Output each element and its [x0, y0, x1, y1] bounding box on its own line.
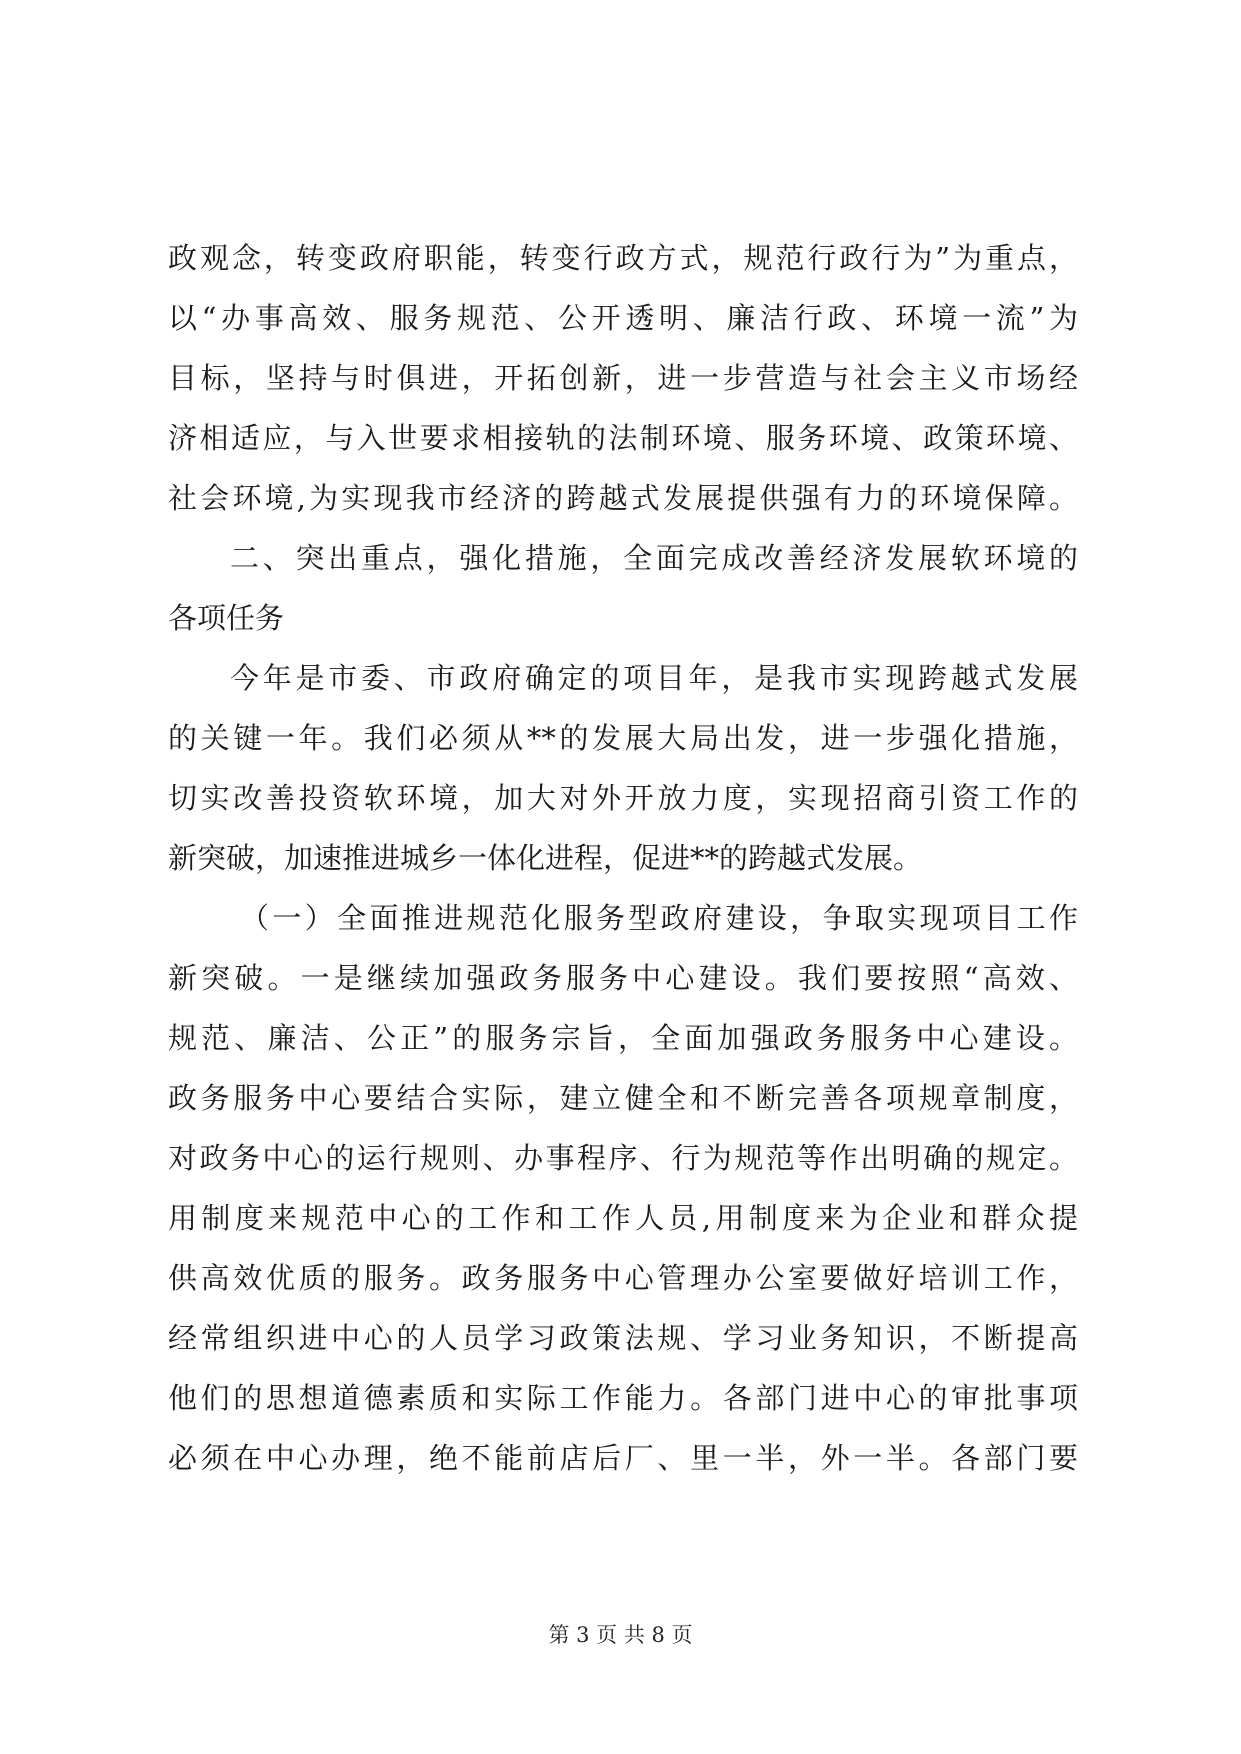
text-line: 新突破。一是继续加强政务服务中心建设。我们要按照“高效、	[168, 961, 1078, 995]
text-line: 供高效优质的服务。政务服务中心管理办公室要做好培训工作，	[168, 1261, 1078, 1295]
document-body	[168, 228, 1078, 1488]
subsection-heading: （一）全面推进规范化服务型政府建设，争取实现项目工作	[240, 901, 1078, 935]
text-line: 的关键一年。我们必须从**的发展大局出发，进一步强化措施，	[168, 721, 1078, 755]
text-line: 对政务中心的运行规则、办事程序、行为规范等作出明确的规定。	[168, 1141, 1078, 1175]
text-line: 用制度来规范中心的工作和工作人员,用制度来为企业和群众提	[168, 1201, 1078, 1235]
text-line: 经常组织进中心的人员学习政策法规、学习业务知识，不断提高	[168, 1321, 1078, 1355]
page-number-footer: 第 3 页 共 8 页	[548, 1623, 693, 1647]
text-line: 政务服务中心要结合实际，建立健全和不断完善各项规章制度，	[168, 1081, 1078, 1115]
text-line: 济相适应，与入世要求相接轨的法制环境、服务环境、政策环境、	[168, 421, 1078, 455]
text-line: 社会环境,为实现我市经济的跨越式发展提供强有力的环境保障。	[168, 481, 1078, 515]
text-line: 切实改善投资软环境，加大对外开放力度，实现招商引资工作的	[168, 781, 1078, 815]
section-heading: 二、突出重点，强化措施，全面完成改善经济发展软环境的	[230, 541, 1078, 575]
text-line: 必须在中心办理，绝不能前店后厂、里一半，外一半。各部门要	[168, 1441, 1078, 1475]
text-line: 规范、廉洁、公正”的服务宗旨，全面加强政务服务中心建设。	[168, 1021, 1078, 1055]
text-line: 他们的思想道德素质和实际工作能力。各部门进中心的审批事项	[168, 1381, 1078, 1415]
text-line: 目标，坚持与时俱进，开拓创新，进一步营造与社会主义市场经	[168, 361, 1078, 395]
text-line: 今年是市委、市政府确定的项目年，是我市实现跨越式发展	[230, 661, 1078, 695]
section-heading-continued: 各项任务	[168, 601, 285, 635]
text-line: 政观念，转变政府职能，转变行政方式，规范行政行为”为重点，	[168, 241, 1078, 275]
text-line: 以“办事高效、服务规范、公开透明、廉洁行政、环境一流”为	[168, 301, 1078, 335]
text-line: 新突破，加速推进城乡一体化进程，促进**的跨越式发展。	[168, 841, 923, 875]
